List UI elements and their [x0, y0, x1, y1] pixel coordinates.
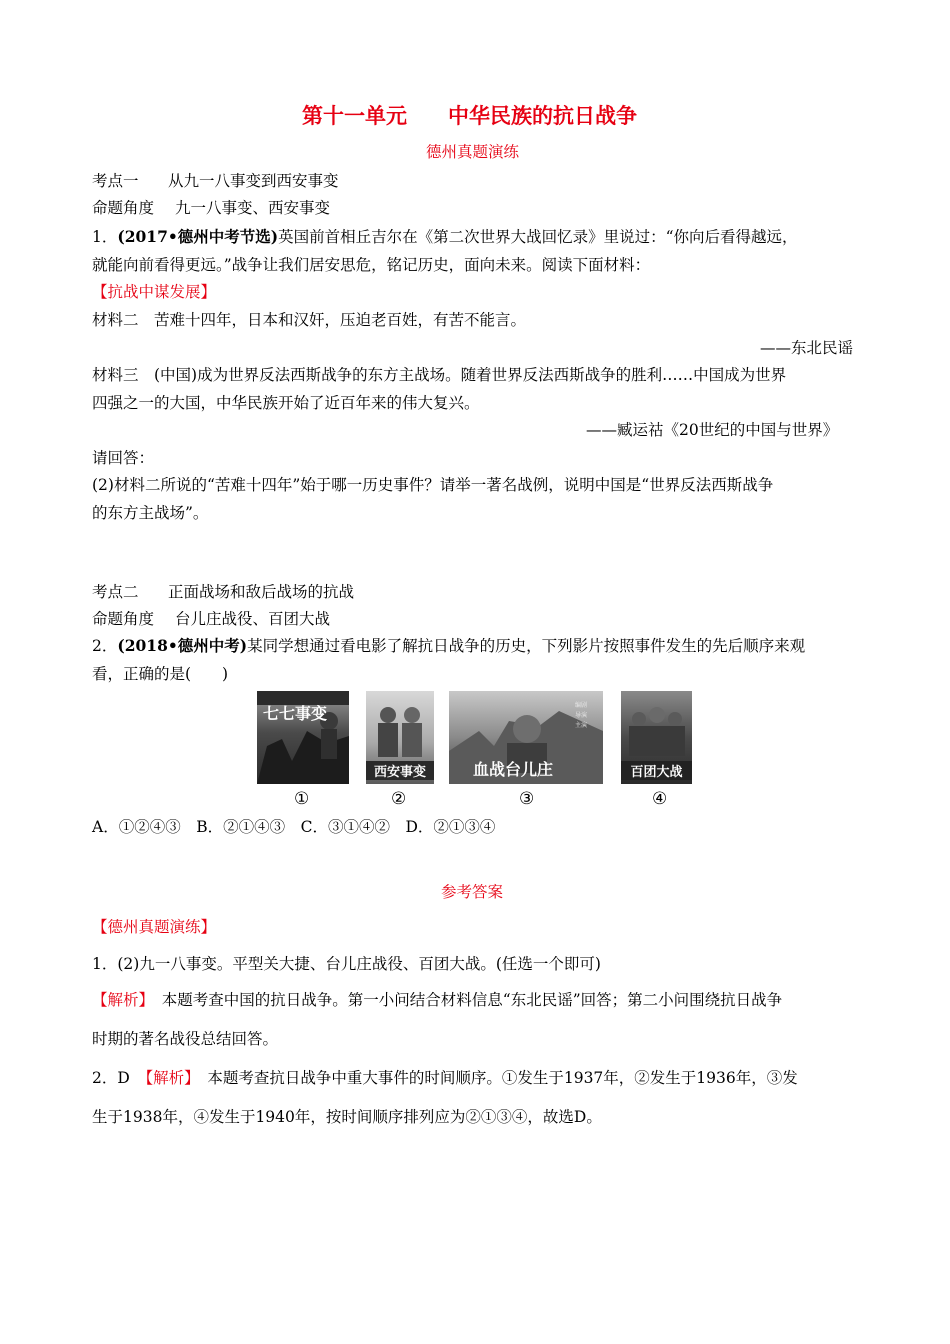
- poster-2-number: ②: [391, 789, 407, 809]
- material-3-line-1: 材料三 (中国)成为世界反法西斯战争的东方主战场。随着世界反法西斯战争的胜利……中国成为世界: [92, 366, 787, 384]
- unit-title: 中华民族的抗日战争: [448, 104, 637, 128]
- poster-3-caption: 血战台儿庄: [473, 760, 554, 779]
- poster-3-number: ③: [519, 789, 535, 809]
- answer-2-line-1: [92, 1066, 798, 1088]
- poster-4-number: ④: [652, 789, 668, 809]
- question-2-line-1: [92, 634, 805, 656]
- material-2-source: ——东北民谣: [760, 339, 854, 357]
- kaodian-2-text: 正面战场和敌后战场的抗战: [168, 583, 355, 601]
- angle-1-label: 命题角度: [92, 199, 155, 217]
- material-2: 材料二 苦难十四年，日本和汉奸，压迫老百姓，有苦不能言。: [92, 311, 527, 329]
- answer-1-explanation-text: 本题考查中国的抗日战争。第一小问结合材料信息“东北民谣”回答；第二小问围绕抗日战争: [161, 991, 783, 1009]
- poster-xuezhan-taierzhuang: [449, 691, 603, 784]
- angle-2-text: 台儿庄战役、百团大战: [175, 610, 331, 628]
- answer-2-line-2: 生于1938年，④发生于1940年，按时间顺序排列应为②①③④，故选D。: [92, 1108, 602, 1126]
- question-1-line-1: [92, 225, 798, 247]
- svg-text:主演: 主演: [575, 722, 588, 729]
- question-1-stem: 英国前首相丘吉尔在《第二次世界大战回忆录》里说过：“你向后看得越远，: [278, 228, 798, 246]
- material-3-source: ——臧运祜《20世纪的中国与世界》: [586, 421, 839, 439]
- answer-2-number: 2．D: [92, 1069, 130, 1087]
- question-1-tag: 【抗战中谋发展】: [92, 283, 217, 301]
- answers-tag: 【德州真题演练】: [92, 918, 217, 936]
- poster-xian-shibian: [366, 691, 434, 784]
- angle-2-label: 命题角度: [92, 610, 155, 628]
- answer-1-explanation-line-2: 时期的著名战役总结回答。: [92, 1030, 279, 1048]
- answers-heading: 参考答案: [441, 883, 504, 901]
- poster-1-caption: 七七事变: [263, 704, 328, 723]
- answer-2-jiexi-label: 【解析】: [145, 1069, 192, 1087]
- poster-qiqi-shibian: [257, 691, 349, 784]
- question-2-number: 2．: [92, 637, 118, 655]
- unit-label: 第十一单元: [302, 104, 407, 128]
- section-heading: 德州真题演练: [426, 143, 520, 161]
- sub-question-line-2: 的东方主战场”。: [92, 504, 209, 522]
- question-1-number: 1．: [92, 228, 118, 246]
- question-2-source: (2018•德州中考): [117, 636, 248, 655]
- angle-1-text: 九一八事变、西安事变: [175, 199, 331, 217]
- material-3-line-2: 四强之一的大国，中华民族开始了近百年来的伟大复兴。: [92, 394, 480, 412]
- question-2-line-2: 看，正确的是( ): [92, 665, 229, 683]
- question-1-source: (2017•德州中考节选): [117, 227, 279, 246]
- poster-4-caption: 百团大战: [621, 761, 692, 780]
- answer-1-explanation-line-1: [92, 988, 782, 1010]
- answer-1-jiexi-label: 【解析】: [92, 991, 147, 1009]
- answer-1: 1．(2)九一八事变。平型关大捷、台儿庄战役、百团大战。(任选一个即可): [92, 955, 601, 973]
- kaodian-2-label: 考点二: [92, 583, 139, 601]
- question-2-stem: 某同学想通过看电影了解抗日战争的历史，下列影片按照事件发生的先后顺序来观: [247, 637, 806, 655]
- kaodian-1-label: 考点一: [92, 172, 139, 190]
- answer-2-explanation-text: 本题考查抗日战争中重大事件的时间顺序。①发生于1937年，②发生于1936年，③发: [207, 1069, 798, 1087]
- poster-2-caption: 西安事变: [366, 761, 434, 780]
- poster-baituan-dazhan: [621, 691, 692, 784]
- svg-text:编剧: 编剧: [575, 702, 588, 709]
- question-2-options: A．①②④③ B．②①④③ C．③①④② D．②①③④: [92, 818, 496, 836]
- sub-question-line-1: (2)材料二所说的“苦难十四年”始于哪一历史事件？请举一著名战例，说明中国是“世界反法西斯战争: [92, 476, 774, 494]
- question-1-line-2: 就能向前看得更远。”战争让我们居安思危，铭记历史，面向未来。阅读下面材料：: [92, 256, 651, 274]
- kaodian-1-text: 从九一八事变到西安事变: [168, 172, 339, 190]
- answer-prompt: 请回答：: [92, 449, 155, 467]
- svg-text:导演: 导演: [575, 712, 588, 719]
- poster-1-number: ①: [294, 789, 310, 809]
